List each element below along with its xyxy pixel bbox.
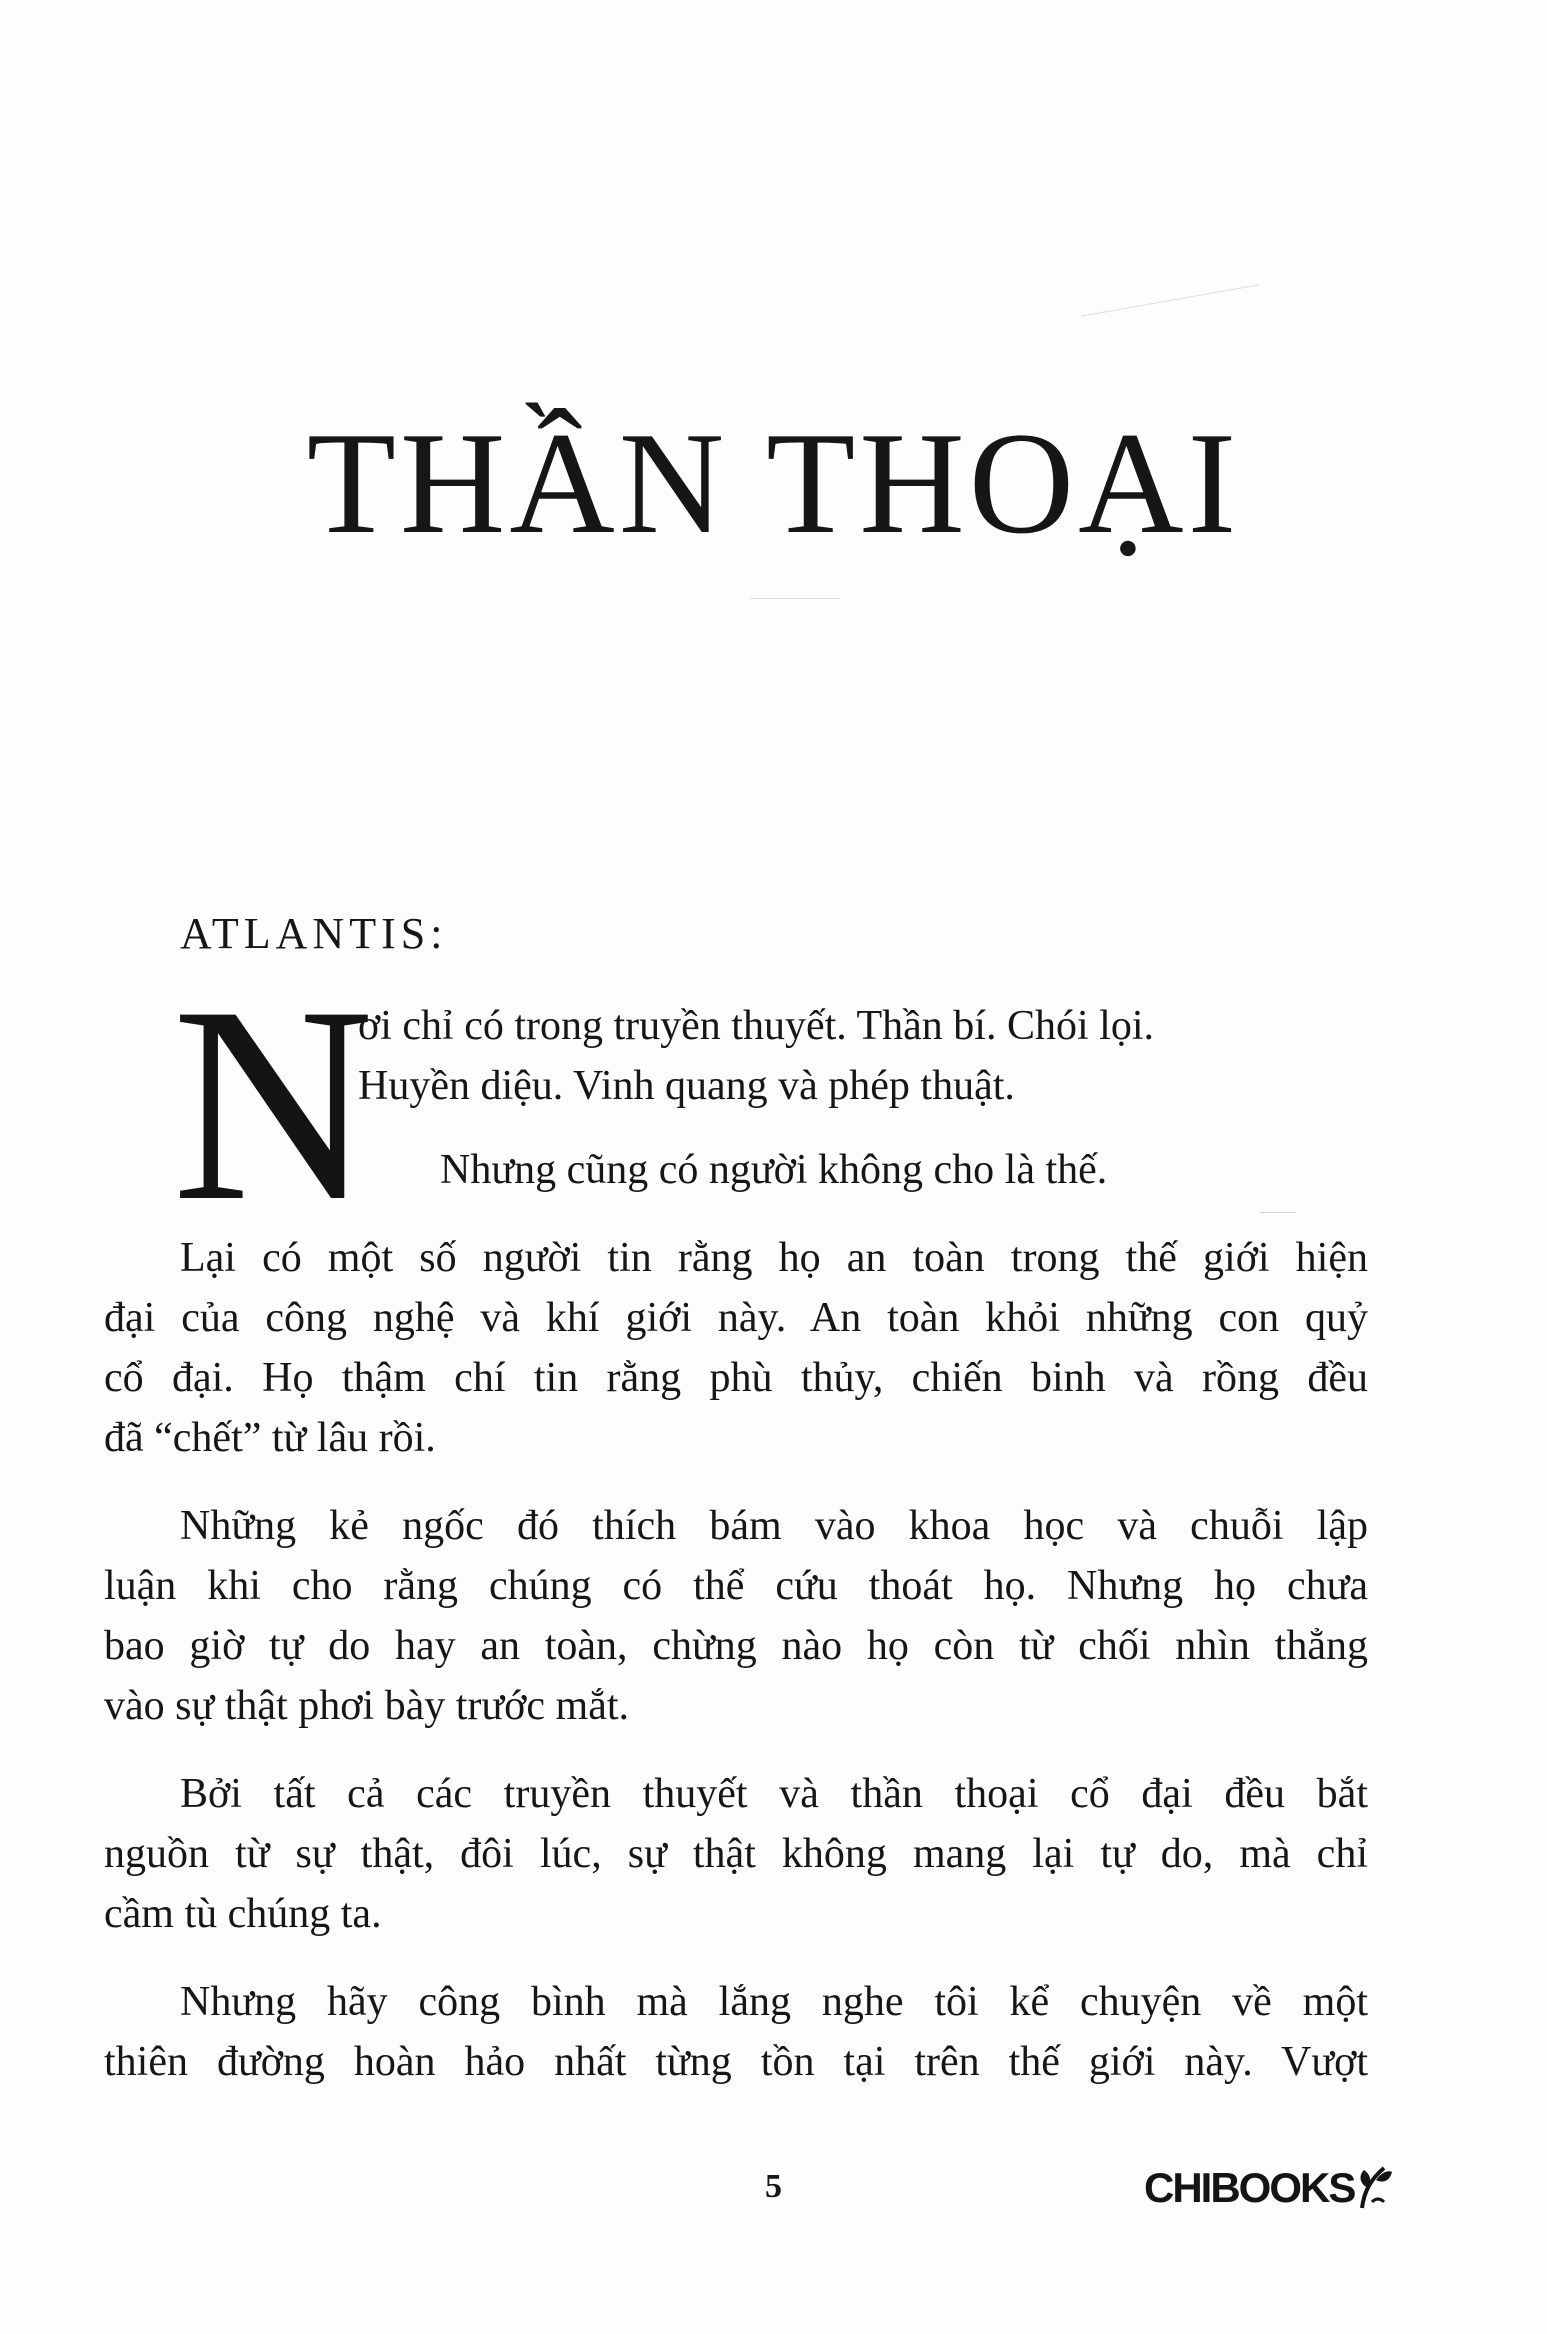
paragraph-line: thiên đường hoàn hảo nhất từng tồn tại trên thế giới này. Vượt — [104, 2039, 1368, 2085]
paragraph-line: Nhưng cũng có người không cho là thế. — [440, 1147, 1108, 1193]
paragraph-line: đã “chết” từ lâu rồi. — [104, 1415, 436, 1461]
page-number: 5 — [765, 2168, 782, 2205]
section-heading: ATLANTIS: — [180, 909, 448, 958]
drop-cap-letter: N — [172, 948, 375, 1259]
paragraph-1 — [440, 1140, 1107, 1200]
drop-cap-line-2: Huyền diệu. Vinh quang và phép thuật. — [358, 1063, 1015, 1109]
paragraph-line: luận khi cho rằng chúng có thể cứu thoát họ. Nhưng họ chưa — [104, 1563, 1368, 1609]
chapter-title: THẦN THOẠI — [306, 402, 1241, 564]
scan-speck — [750, 598, 840, 599]
paragraph-line: nguồn từ sự thật, đôi lúc, sự thật không mang lại tự do, mà chỉ — [104, 1831, 1368, 1877]
paragraph-line: Nhưng hãy công bình mà lắng nghe tôi kể chuyện về một — [180, 1979, 1368, 2025]
paragraph-line: đại của công nghệ và khí giới này. An toàn khỏi những con quỷ — [104, 1295, 1368, 1341]
paragraph-line: vào sự thật phơi bày trước mắt. — [104, 1683, 629, 1729]
publisher-logo — [1144, 2162, 1394, 2214]
paragraph-line: Bởi tất cả các truyền thuyết và thần thoại cổ đại đều bắt — [180, 1771, 1368, 1817]
scan-speck — [1081, 284, 1258, 316]
paragraph-2 — [104, 1228, 1368, 1468]
scan-speck — [1260, 1212, 1296, 1213]
drop-cap-line-1: ơi chỉ có trong truyền thuyết. Thần bí. Chói lọi. — [358, 1003, 1154, 1049]
leaf-icon — [1354, 2162, 1394, 2214]
paragraph-line: cổ đại. Họ thậm chí tin rằng phù thủy, chiến binh và rồng đều — [104, 1355, 1368, 1401]
paragraph-line: Những kẻ ngốc đó thích bám vào khoa học và chuỗi lập — [180, 1503, 1368, 1549]
paragraph-line: Lại có một số người tin rằng họ an toàn trong thế giới hiện — [180, 1235, 1368, 1281]
paragraph-line: cầm tù chúng ta. — [104, 1891, 382, 1937]
paragraph-line: bao giờ tự do hay an toàn, chừng nào họ còn từ chối nhìn thẳng — [104, 1623, 1368, 1669]
paragraph-3 — [104, 1496, 1368, 1736]
publisher-name: CHIBOOKS — [1144, 2164, 1355, 2211]
paragraph-5 — [104, 1972, 1368, 2092]
paragraph-4 — [104, 1764, 1368, 1944]
